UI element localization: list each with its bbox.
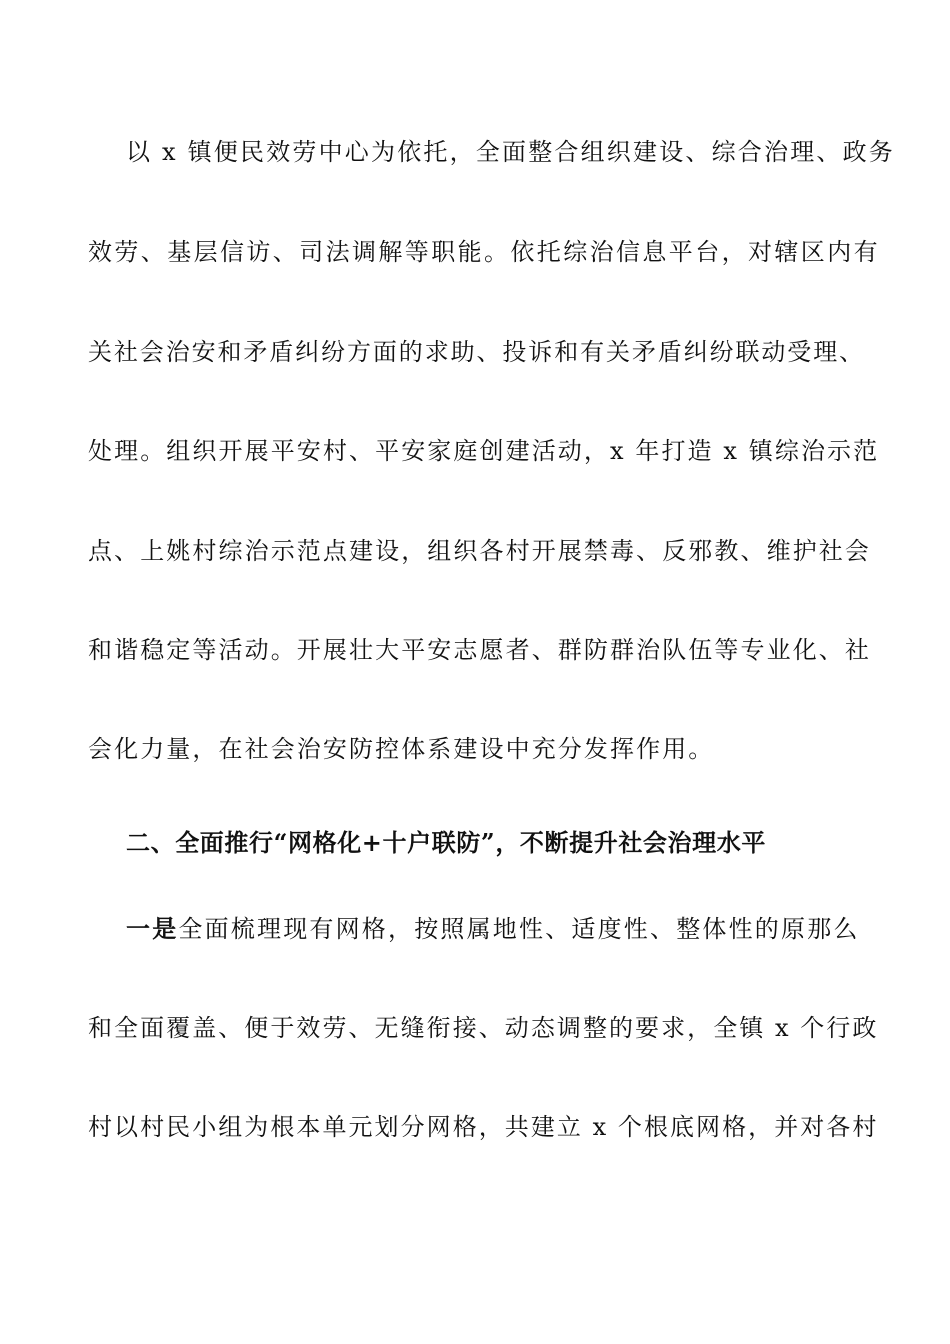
paragraph-1-line-4: 处理。组织开展平安村、平安家庭创建活动，x 年打造 x 镇综治示范 bbox=[88, 437, 880, 465]
paragraph-1-line-1: 以 x 镇便民效劳中心为依托，全面整合组织建设、综合治理、政务 bbox=[126, 138, 895, 166]
paragraph-2-line-1 bbox=[126, 913, 902, 945]
paragraph-2-line-3: 村以村民小组为根本单元划分网格，共建立 x 个根底网格，并对各村 bbox=[88, 1113, 879, 1141]
paragraph-1-line-5: 点、上姚村综治示范点建设，组织各村开展禁毒、反邪教、维护社会 bbox=[88, 537, 871, 565]
paragraph-1-line-7: 会化力量，在社会治安防控体系建设中充分发挥作用。 bbox=[88, 735, 715, 763]
paragraph-2-line-2: 和全面覆盖、便于效劳、无缝衔接、动态调整的要求，全镇 x 个行政 bbox=[88, 1014, 879, 1042]
paragraph-1-line-3: 关社会治安和矛盾纠纷方面的求助、投诉和有关矛盾纠纷联动受理、 bbox=[88, 338, 865, 366]
paragraph-1-line-6: 和谐稳定等活动。开展壮大平安志愿者、群防群治队伍等专业化、社 bbox=[88, 636, 871, 664]
paragraph-1-line-2: 效劳、基层信访、司法调解等职能。依托综治信息平台，对辖区内有 bbox=[88, 238, 880, 266]
paragraph-2-lead: 一是 bbox=[126, 914, 179, 943]
section-heading: 二、全面推行“网格化+十户联防”，不断提升社会治理水平 bbox=[126, 828, 766, 857]
paragraph-2-line-1-text: 全面梳理现有网格，按照属地性、适度性、整体性的原那么 bbox=[178, 915, 860, 943]
